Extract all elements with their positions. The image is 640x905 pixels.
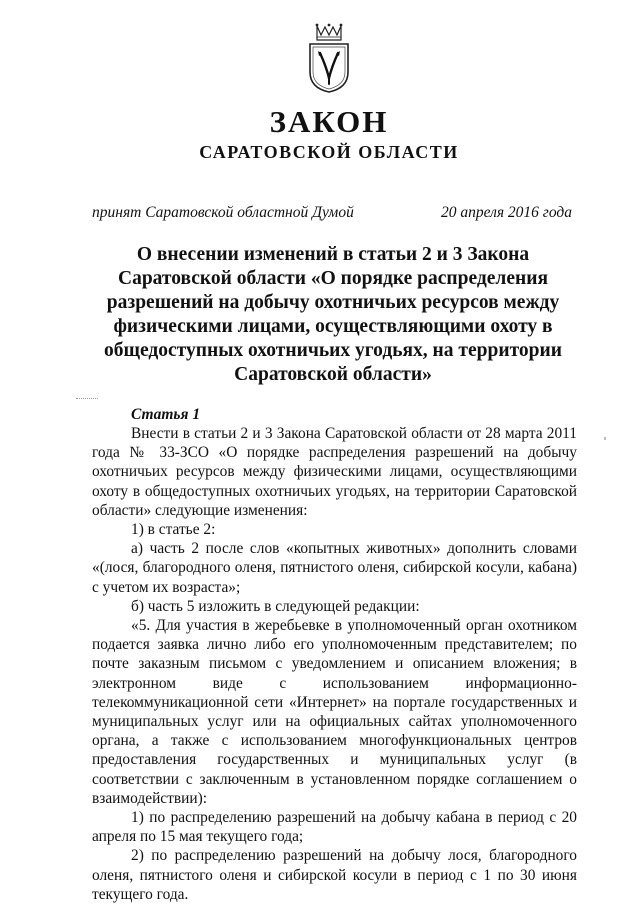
scan-smudge (76, 398, 98, 402)
body-paragraph: Внести в статьи 2 и 3 Закона Саратовской области от 28 марта 2011 года № 33-ЗСО «О порядке распределения разрешений на добычу охотничьих ресурсов между физическими лицами, осуществляющими охоту в общедоступных охотничьих угодьях, на территории Саратовской области» следующие изменения: (92, 425, 577, 519)
region-title: САРАТОВСКОЙ ОБЛАСТИ (199, 142, 459, 162)
body-paragraph: «5. Для участия в жеребьевке в уполномоченный орган охотником подается заявка лично либо его уполномоченным представителем; по почте заказным письмом с уведомлением и описанием вложения; в электронном виде с использованием информационно-телекоммуникационной сети «Интернет» на портале государственных и муниципальных услуг или на официальных сайтах уполномоченного органа, а также с использованием многофункциональных центров предоставления государственных и муниципальных услуг (в соответствии с заключенным в установленном порядке соглашением о взаимодействии): (92, 617, 577, 807)
scan-speck (604, 437, 606, 440)
law-heading: О внесении изменений в статьи 2 и 3 Закона Саратовской области «О порядке распределения разрешений на добычу охотничьих ресурсов между физическими лицами, осуществляющими охоту в общедоступных охотничьих угодьях, на территории Саратовской области» (104, 244, 562, 385)
body-paragraph: 1) по распределению разрешений на добычу кабана в период с 20 апреля по 15 мая текущего года; (92, 809, 577, 846)
saratov-coat-of-arms-icon (304, 22, 354, 94)
body-paragraph: 1) в статье 2: (131, 521, 216, 539)
adopted-by-text: принят Саратовской областной Думой (92, 204, 354, 221)
body-paragraph: б) часть 5 изложить в следующей редакции: (131, 597, 420, 615)
law-title: ЗАКОН (269, 104, 389, 139)
body-paragraph: 2) по распределению разрешений на добычу лося, благородного оленя, пятнистого оленя и сибирской косули в период с 1 по 30 июня текущего года. (92, 847, 577, 903)
article-body (92, 424, 577, 904)
article-label: Статья 1 (131, 406, 201, 423)
body-paragraph: а) часть 2 после слов «копытных животных» дополнить словами «(лося, благородного оленя, пятнистого оленя, сибирской косули, кабана) с учетом их возраста»; (92, 540, 577, 596)
adoption-date: 20 апреля 2016 года (440, 204, 572, 221)
